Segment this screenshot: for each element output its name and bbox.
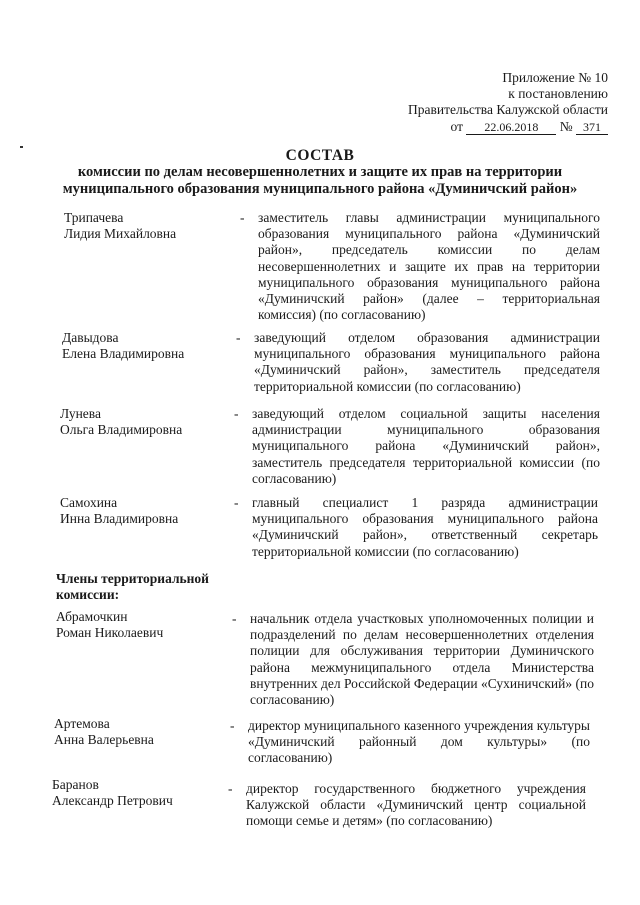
members-header-line-1: Члены территориальной: [56, 571, 209, 586]
member-surname: Трипачева: [64, 210, 124, 225]
appendix-date-line: [408, 119, 608, 135]
member-surname: Давыдова: [62, 330, 119, 345]
member-given-name: Роман Николаевич: [56, 625, 164, 640]
number-prefix: №: [559, 119, 573, 134]
dash-separator: -: [232, 611, 237, 626]
dash-separator: -: [234, 406, 239, 421]
document-title: [0, 147, 640, 198]
dash-separator: -: [228, 781, 233, 796]
date-prefix: от: [450, 119, 463, 134]
member-name: [60, 495, 178, 527]
member-name: [64, 210, 176, 242]
member-name: [60, 406, 182, 438]
member-name: [56, 609, 163, 641]
dash-separator: -: [234, 495, 239, 510]
dash-separator: -: [240, 210, 245, 225]
member-role: заместитель главы администрации муниципального образования муниципального района «Думиничский район», председатель комиссии по делам несовершеннолетних и защите их прав на территории муниципального образования муниципального района «Думиничский район» (далее – территориальная комиссия) (по согласованию): [258, 210, 600, 323]
member-name: [52, 777, 173, 809]
decree-number: 371: [576, 121, 608, 135]
member-role: директор государственного бюджетного учреждения Калужской области «Думиничский центр социальной помощи семье и детям» (по согласованию): [246, 781, 586, 829]
member-given-name: Анна Валерьевна: [54, 732, 154, 747]
member-surname: Лунева: [60, 406, 101, 421]
member-role: заведующий отделом образования администрации муниципального образования муниципального района «Думиничский район», заместитель председателя территориальной комиссии (по согласованию): [254, 330, 600, 394]
member-role: директор муниципального казенного учреждения культуры «Думиничский районный дом культуры» (по согласованию): [248, 718, 590, 766]
member-given-name: Александр Петрович: [52, 793, 173, 808]
member-role: заведующий отделом социальной защиты населения администрации муниципального образования муниципального района «Думиничский район», заместитель председателя территориальной комиссии (по согласованию): [252, 406, 600, 486]
appendix-title: Приложение № 10: [502, 70, 608, 85]
dash-separator: -: [230, 718, 235, 733]
decree-date: 22.06.2018: [466, 121, 556, 135]
members-section-header: [56, 571, 226, 603]
member-surname: Самохина: [60, 495, 118, 510]
member-surname: Артемова: [54, 716, 110, 731]
title-heading: СОСТАВ: [285, 147, 355, 164]
member-role: главный специалист 1 разряда администрации муниципального образования муниципального района «Думиничский район», ответственный секретарь территориальной комиссии (по согласованию): [252, 495, 598, 559]
member-surname: Абрамочкин: [56, 609, 128, 624]
member-role: начальник отдела участковых уполномоченных полиции и подразделений по делам несовершеннолетних отделения полиции для обслуживания территории Думиничского района межмуниципального отдела Министерства внутренних дел Российской Федерации «Сухиничский» (по согласованию): [250, 611, 594, 708]
title-line-2: муниципального образования муниципального района «Думиничский район»: [62, 181, 578, 197]
appendix-subtitle: к постановлению: [508, 86, 608, 101]
member-given-name: Ольга Владимировна: [60, 422, 183, 437]
members-header-line-2: комиссии:: [56, 587, 120, 602]
dash-separator: -: [236, 330, 241, 345]
member-surname: Баранов: [52, 777, 99, 792]
member-given-name: Инна Владимировна: [60, 511, 179, 526]
appendix-authority: Правительства Калужской области: [407, 102, 608, 117]
appendix-block: [408, 70, 608, 135]
member-name: [54, 716, 154, 748]
member-given-name: Лидия Михайловна: [64, 226, 177, 241]
member-name: [62, 330, 184, 362]
title-line-1: комиссии по делам несовершеннолетних и защите их прав на территории: [77, 164, 563, 180]
member-given-name: Елена Владимировна: [62, 346, 185, 361]
